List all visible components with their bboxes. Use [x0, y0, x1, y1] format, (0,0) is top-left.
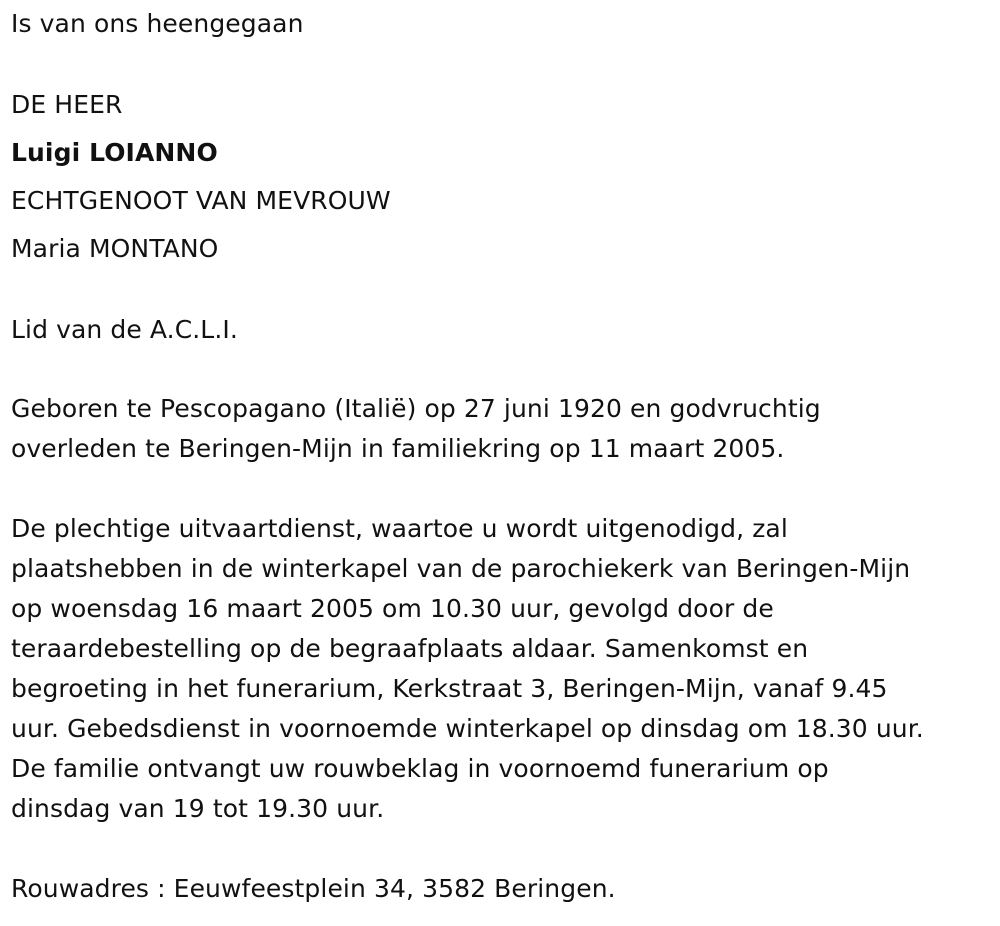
spouse-name: Maria MONTANO	[11, 234, 219, 263]
birth-death-line: overleden te Beringen-Mijn in familiekring op 11 maart 2005.	[11, 434, 785, 463]
mourning-address: Rouwadres : Eeuwfeestplein 34, 3582 Beringen.	[11, 874, 616, 903]
funeral-line: De familie ontvangt uw rouwbeklag in voornoemd funerarium op	[11, 754, 829, 783]
funeral-line: begroeting in het funerarium, Kerkstraat 3, Beringen-Mijn, vanaf 9.45	[11, 674, 888, 703]
funeral-line: op woensdag 16 maart 2005 om 10.30 uur, gevolgd door de	[11, 594, 774, 623]
deceased-name: Luigi LOIANNO	[11, 138, 218, 167]
birth-death-line: Geboren te Pescopagano (Italië) op 27 juni 1920 en godvruchtig	[11, 394, 821, 423]
intro-text: Is van ons heengegaan	[11, 9, 304, 38]
funeral-line: uur. Gebedsdienst in voornoemde winterkapel op dinsdag om 18.30 uur.	[11, 714, 924, 743]
funeral-line: dinsdag van 19 tot 19.30 uur.	[11, 794, 385, 823]
membership-text: Lid van de A.C.L.I.	[11, 315, 238, 344]
funeral-line: De plechtige uitvaartdienst, waartoe u wordt uitgenodigd, zal	[11, 514, 788, 543]
funeral-line: teraardebestelling op de begraafplaats aldaar. Samenkomst en	[11, 634, 809, 663]
spouse-label: ECHTGENOOT VAN MEVROUW	[11, 186, 391, 215]
honorific-title: DE HEER	[11, 90, 123, 119]
funeral-line: plaatshebben in de winterkapel van de parochiekerk van Beringen-Mijn	[11, 554, 911, 583]
